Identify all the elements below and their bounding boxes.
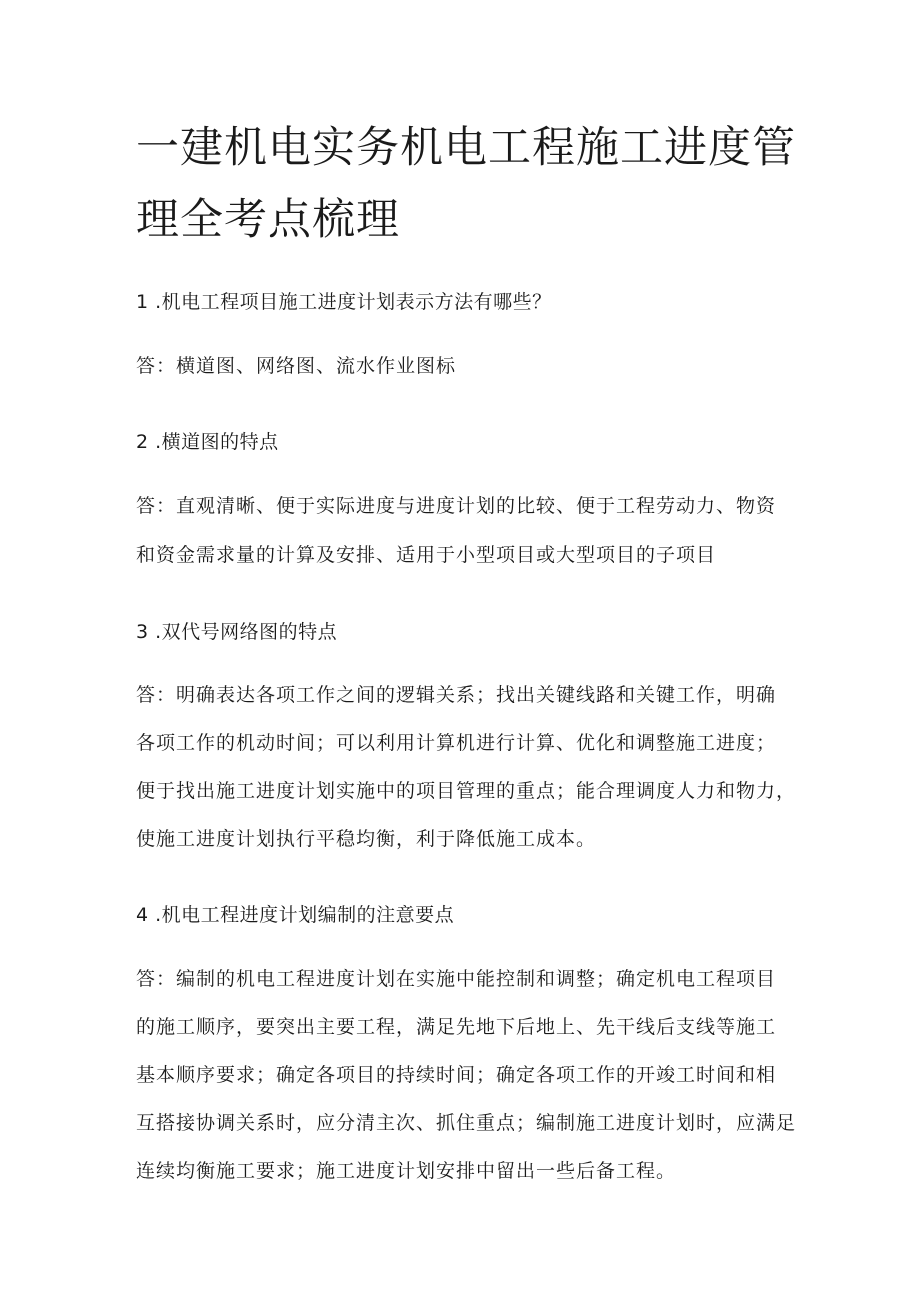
answer-3-line-3: 便于找出施工进度计划实施中的项目管理的重点；能合理调度人力和物力，: [136, 780, 797, 802]
answer-2-line-2: 和资金需求量的计算及安排、适用于小型项目或大型项目的子项目: [136, 544, 717, 566]
question-3: 3 .双代号网络图的特点: [136, 621, 338, 643]
answer-4-line-2: 的施工顺序，要突出主要工程，满足先地下后地上、先干线后支线等施工: [136, 1016, 777, 1038]
answer-3-line-1: 答：明确表达各项工作之间的逻辑关系；找出关键线路和关键工作，明确: [136, 684, 777, 706]
question-2: 2 .横道图的特点: [136, 431, 279, 453]
question-4: 4 .机电工程进度计划编制的注意要点: [136, 904, 455, 926]
answer-3-line-4: 使施工进度计划执行平稳均衡，利于降低施工成本。: [136, 828, 597, 850]
question-1: 1 .机电工程项目施工进度计划表示方法有哪些？: [136, 291, 552, 313]
answer-4-line-5: 连续均衡施工要求；施工进度计划安排中留出一些后备工程。: [136, 1160, 677, 1182]
answer-4-line-3: 基本顺序要求；确定各项目的持续时间；确定各项工作的开竣工时间和相: [136, 1064, 777, 1086]
answer-3-line-2: 各项工作的机动时间；可以利用计算机进行计算、优化和调整施工进度；: [136, 732, 777, 754]
document-title: 一建机电实务机电工程施工进度管理全考点梳理: [136, 123, 796, 245]
answer-2-line-1: 答：直观清晰、便于实际进度与进度计划的比较、便于工程劳动力、物资: [136, 495, 777, 517]
answer-4-line-4: 互搭接协调关系时，应分清主次、抓住重点；编制施工进度计划时，应满足: [136, 1112, 797, 1134]
answer-1-line-1: 答：横道图、网络图、流水作业图标: [136, 355, 457, 377]
answer-4-line-1: 答：编制的机电工程进度计划在实施中能控制和调整；确定机电工程项目: [136, 968, 777, 990]
